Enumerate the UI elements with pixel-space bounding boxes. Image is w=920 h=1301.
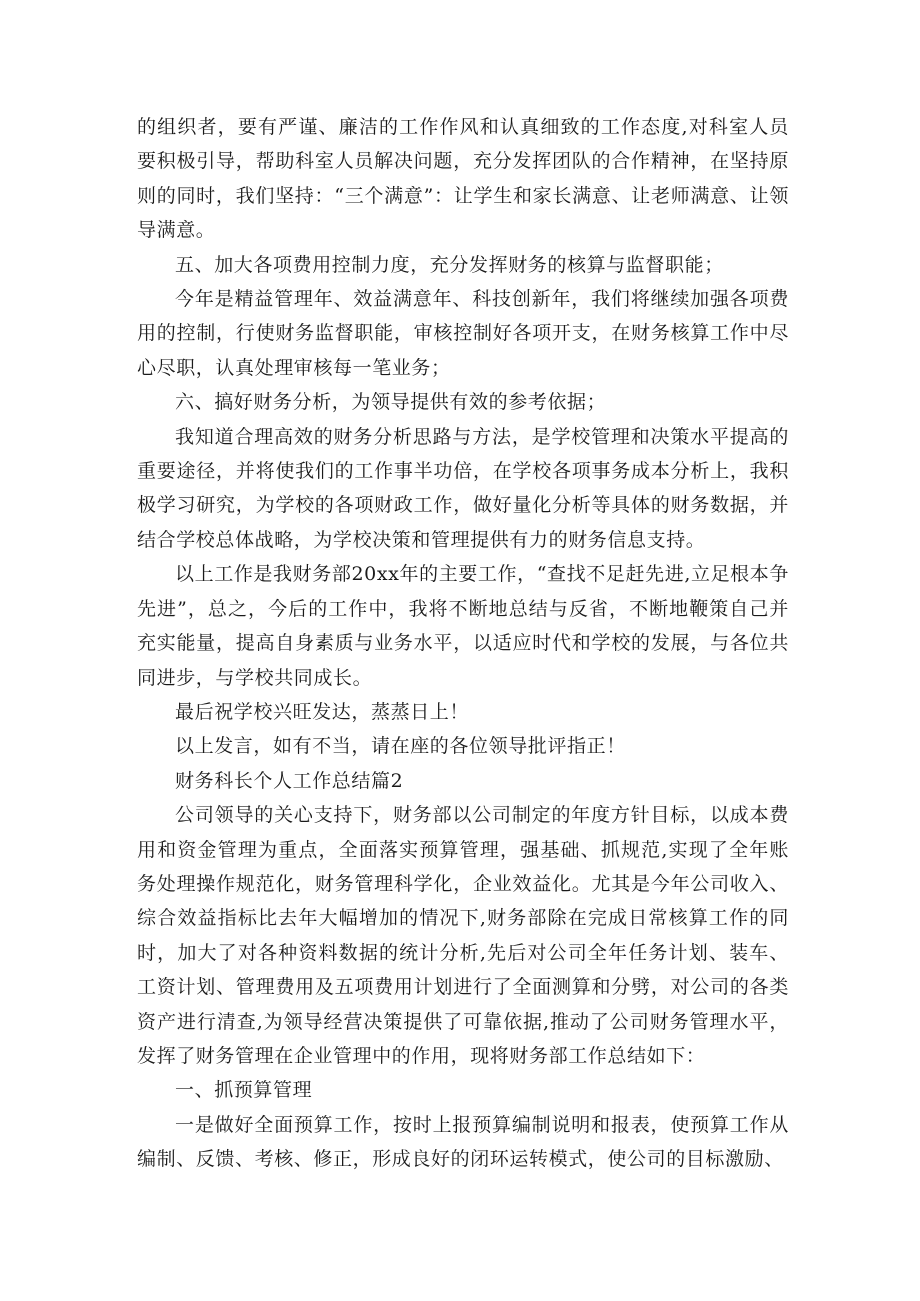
document-body: [137, 110, 789, 1177]
section-heading-six: 六、搞好财务分析，为领导提供有效的参考依据；: [175, 391, 607, 414]
section-heading-five: 五、加大各项费用控制力度，充分发挥财务的核算与监督职能；: [175, 253, 724, 276]
paragraph: 我知道合理高效的财务分析思路与方法，是学校管理和决策水平提高的重要途径，并将使我们的工作事半功倍，在学校各项事务成本分析上，我积极学习研究，为学校的各项财政工作，做好量化分析等具体的财务数据，并结合学校总体战略，为学校决策和管理提供有力的财务信息支持。: [137, 425, 789, 551]
closing-wish: 最后祝学校兴旺发达，蒸蒸日上！: [175, 700, 470, 723]
article-title: 财务科长个人工作总结篇2: [175, 769, 404, 792]
paragraph: 一是做好全面预算工作，按时上报预算编制说明和报表，使预算工作从编制、反馈、考核、修正，形成良好的闭环运转模式，使公司的目标激励、: [137, 1113, 789, 1171]
paragraph-continued: 的组织者，要有严谨、廉洁的工作作风和认真细致的工作态度,对科室人员要积极引导，帮助科室人员解决问题，充分发挥团队的合作精神，在坚持原则的同时，我们坚持：“三个满意”：让学生和家长满意、让老师满意、让领导满意。: [137, 116, 789, 242]
paragraph: 今年是精益管理年、效益满意年、科技创新年，我们将继续加强各项费用的控制，行使财务监督职能，审核控制好各项开支，在财务核算工作中尽心尽职，认真处理审核每一笔业务；: [137, 288, 789, 379]
section-heading-one: 一、抓预算管理: [175, 1079, 313, 1102]
closing-remark: 以上发言，如有不当，请在座的各位领导批评指正！: [175, 735, 626, 758]
paragraph: 以上工作是我财务部20xx年的主要工作，“查找不足赶先进,立足根本争先进”，总之，今后的工作中，我将不断地总结与反省，不断地鞭策自己并充实能量，提高自身素质与业务水平，以适应时代和学校的发展，与各位共同进步，与学校共同成长。: [137, 563, 789, 689]
paragraph: 公司领导的关心支持下，财务部以公司制定的年度方针目标，以成本费用和资金管理为重点，全面落实预算管理，强基础、抓规范,实现了全年账务处理操作规范化，财务管理科学化，企业效益化。尤其是今年公司收入、综合效益指标比去年大幅增加的情况下,财务部除在完成日常核算工作的同时，加大了对各种资料数据的统计分析,先后对公司全年任务计划、装车、工资计划、管理费用及五项费用计划进行了全面测算和分劈，对公司的各类资产进行清查,为领导经营决策提供了可靠依据,推动了公司财务管理水平，发挥了财务管理在企业管理中的作用，现将财务部工作总结如下：: [137, 804, 789, 1067]
